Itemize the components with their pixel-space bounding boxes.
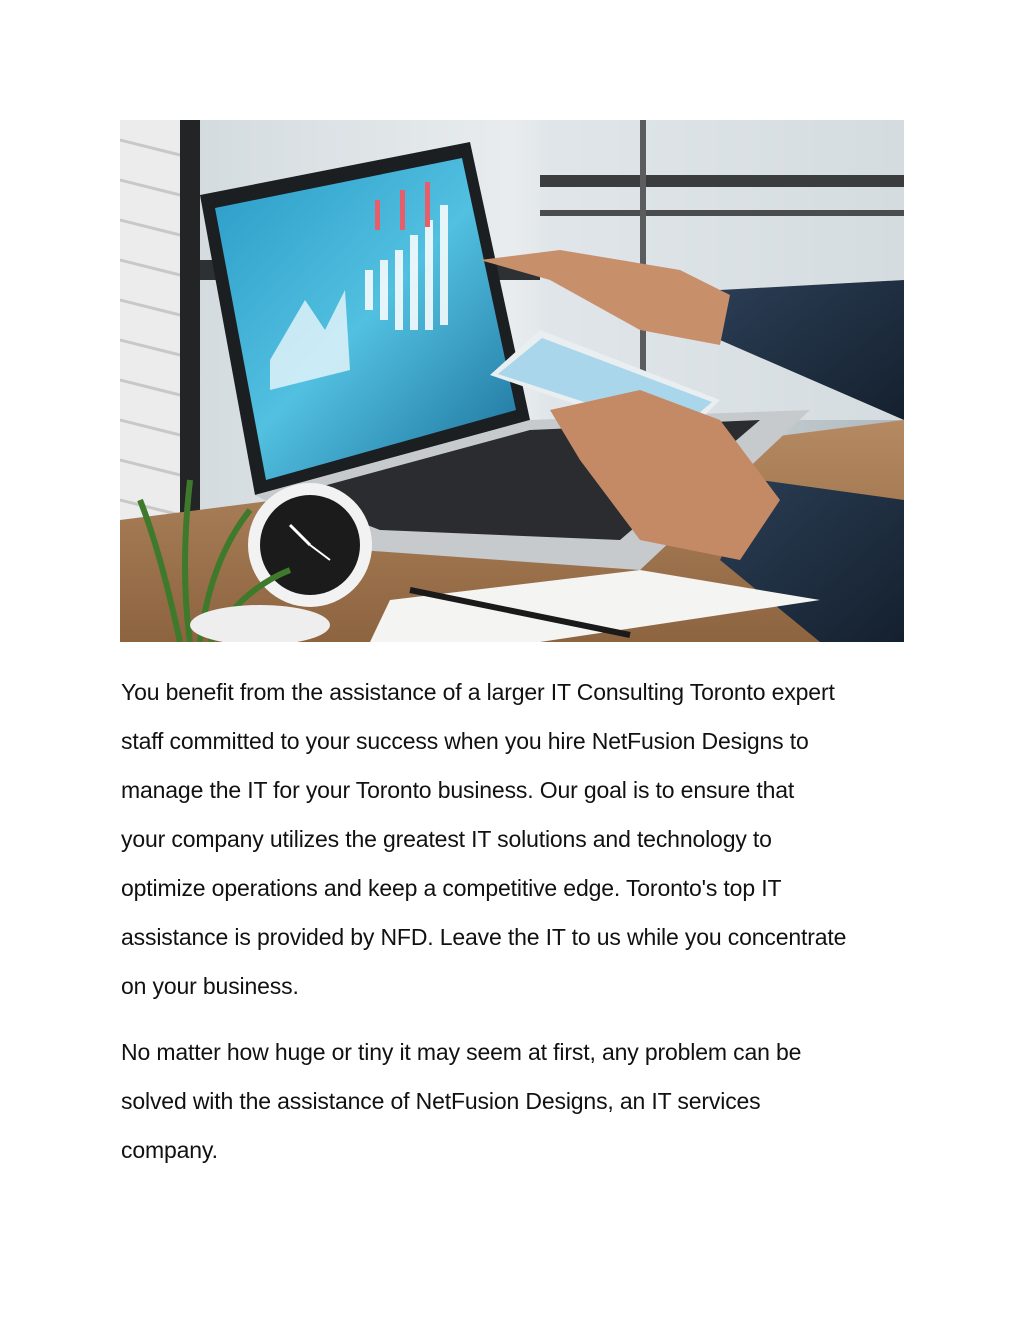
laptop-analytics-photo-icon [120, 120, 904, 642]
paragraph-line: solved with the assistance of NetFusion Designs, an IT services [121, 1088, 761, 1114]
paragraph-2 [121, 1028, 911, 1175]
hero-photo [120, 120, 904, 642]
paragraph-line: your company utilizes the greatest IT solutions and technology to [121, 826, 772, 852]
body-text [121, 668, 911, 1175]
paragraph-line: manage the IT for your Toronto business. Our goal is to ensure that [121, 777, 795, 803]
paragraph-1 [121, 668, 911, 1011]
paragraph-line: No matter how huge or tiny it may seem at first, any problem can be [121, 1039, 802, 1065]
paragraph-line: company. [121, 1137, 218, 1163]
paragraph-line: optimize operations and keep a competitive edge. Toronto's top IT [121, 875, 782, 901]
paragraph-line: staff committed to your success when you hire NetFusion Designs to [121, 728, 809, 754]
paragraph-line: You benefit from the assistance of a larger IT Consulting Toronto expert [121, 679, 835, 705]
paragraph-line: assistance is provided by NFD. Leave the IT to us while you concentrate [121, 924, 847, 950]
paragraph-line: on your business. [121, 973, 299, 999]
